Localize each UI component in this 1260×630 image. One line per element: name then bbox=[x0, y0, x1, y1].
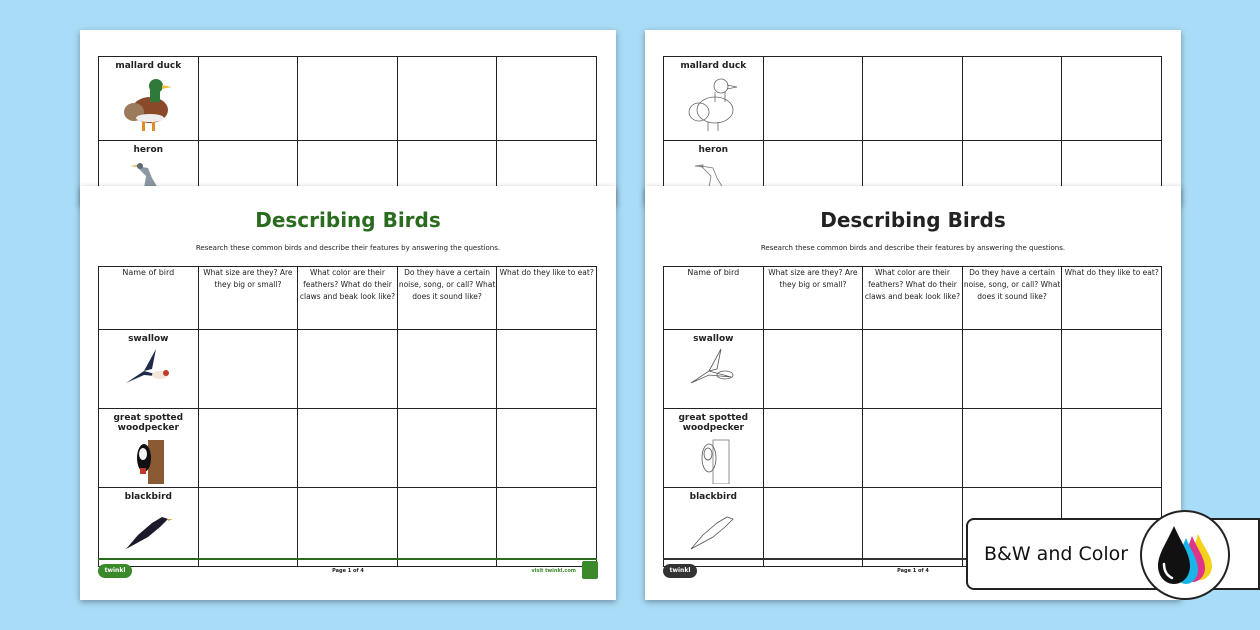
page-number: Page 1 of 4 bbox=[897, 568, 929, 574]
heron-icon bbox=[128, 158, 168, 188]
answer-cell[interactable] bbox=[198, 409, 298, 488]
worksheet-instructions: Research these common birds and describe their features by answering the questions. bbox=[195, 244, 501, 252]
column-header: What color are their feathers? What do their claws and beak look like? bbox=[863, 267, 963, 330]
twinkl-logo: twinkl bbox=[98, 564, 132, 578]
answer-cell[interactable] bbox=[198, 57, 298, 141]
ink-drops-graphic bbox=[1142, 512, 1228, 598]
answer-cell[interactable] bbox=[198, 488, 298, 567]
twinkl-logo: twinkl bbox=[663, 564, 697, 578]
quality-badge-icon bbox=[582, 561, 598, 579]
woodpecker-icon bbox=[128, 436, 168, 484]
bird-cell-great-spotted-woodpecker bbox=[664, 409, 764, 488]
answer-cell[interactable] bbox=[763, 488, 863, 567]
column-header: Name of bird bbox=[664, 267, 764, 330]
page-number: Page 1 of 4 bbox=[332, 568, 364, 574]
column-header: Do they have a certain noise, song, or call? What does it sound like? bbox=[397, 267, 497, 330]
bw-worksheet-back-page bbox=[645, 30, 1181, 205]
blackbird-icon bbox=[122, 505, 174, 553]
answer-cell[interactable] bbox=[397, 57, 497, 141]
bird-cell-blackbird bbox=[99, 488, 199, 567]
column-header: What color are their feathers? What do their claws and beak look like? bbox=[298, 267, 398, 330]
blackbird-icon bbox=[687, 505, 739, 553]
bird-cell-swallow bbox=[664, 330, 764, 409]
column-header: What size are they? Are they big or small? bbox=[763, 267, 863, 330]
answer-cell[interactable] bbox=[397, 488, 497, 567]
bird-name: great spotted woodpecker bbox=[113, 413, 184, 433]
bird-name: mallard duck bbox=[680, 61, 747, 71]
version-label-text: B&W and Color bbox=[984, 543, 1129, 565]
bird-cell-great-spotted-woodpecker bbox=[99, 409, 199, 488]
bird-name: heron bbox=[698, 145, 729, 155]
answer-cell[interactable] bbox=[863, 488, 963, 567]
swallow-icon bbox=[687, 347, 739, 387]
answer-cell[interactable] bbox=[497, 488, 597, 567]
bird-name: blackbird bbox=[689, 492, 737, 502]
answer-cell[interactable] bbox=[497, 57, 597, 141]
swallow-icon bbox=[122, 347, 174, 387]
answer-cell[interactable] bbox=[763, 57, 863, 141]
answer-cell[interactable] bbox=[397, 330, 497, 409]
answer-cell[interactable] bbox=[298, 409, 398, 488]
column-header: What do they like to eat? bbox=[497, 267, 597, 330]
column-header: What do they like to eat? bbox=[1062, 267, 1162, 330]
answer-cell[interactable] bbox=[298, 488, 398, 567]
mallard-duck-icon bbox=[120, 74, 176, 136]
bird-name: blackbird bbox=[124, 492, 172, 502]
column-header: Do they have a certain noise, song, or call? What does it sound like? bbox=[962, 267, 1062, 330]
bird-name: swallow bbox=[693, 334, 734, 344]
worksheet-instructions: Research these common birds and describe their features by answering the questions. bbox=[760, 244, 1066, 252]
ink-drops-icon bbox=[1140, 510, 1230, 600]
column-header: What size are they? Are they big or small? bbox=[198, 267, 298, 330]
answer-cell[interactable] bbox=[962, 409, 1062, 488]
bird-table bbox=[98, 266, 597, 567]
answer-cell[interactable] bbox=[962, 57, 1062, 141]
answer-cell[interactable] bbox=[198, 330, 298, 409]
answer-cell[interactable] bbox=[863, 57, 963, 141]
site-link: visit twinkl.com bbox=[531, 568, 576, 574]
color-worksheet-back-page bbox=[80, 30, 616, 205]
bird-name: swallow bbox=[128, 334, 169, 344]
worksheet-title: Describing Birds bbox=[820, 208, 1006, 232]
answer-cell[interactable] bbox=[763, 330, 863, 409]
answer-cell[interactable] bbox=[962, 330, 1062, 409]
answer-cell[interactable] bbox=[863, 409, 963, 488]
woodpecker-icon bbox=[693, 436, 733, 484]
color-worksheet-front-page bbox=[80, 186, 616, 600]
answer-cell[interactable] bbox=[863, 330, 963, 409]
heron-icon bbox=[693, 158, 733, 188]
answer-cell[interactable] bbox=[397, 409, 497, 488]
bird-name: great spotted woodpecker bbox=[678, 413, 749, 433]
mallard-duck-icon bbox=[685, 74, 741, 136]
worksheet-title: Describing Birds bbox=[255, 208, 441, 232]
answer-cell[interactable] bbox=[1062, 57, 1162, 141]
footer-divider bbox=[98, 558, 597, 560]
bird-name: mallard duck bbox=[115, 61, 182, 71]
bird-cell-mallard-duck bbox=[664, 57, 764, 141]
bird-cell-swallow bbox=[99, 330, 199, 409]
bird-name: heron bbox=[133, 145, 164, 155]
answer-cell[interactable] bbox=[298, 330, 398, 409]
answer-cell[interactable] bbox=[1062, 409, 1162, 488]
answer-cell[interactable] bbox=[497, 409, 597, 488]
answer-cell[interactable] bbox=[497, 330, 597, 409]
bird-cell-mallard-duck bbox=[99, 57, 199, 141]
answer-cell[interactable] bbox=[298, 57, 398, 141]
answer-cell[interactable] bbox=[1062, 330, 1162, 409]
bird-cell-blackbird bbox=[664, 488, 764, 567]
column-header: Name of bird bbox=[99, 267, 199, 330]
answer-cell[interactable] bbox=[763, 409, 863, 488]
